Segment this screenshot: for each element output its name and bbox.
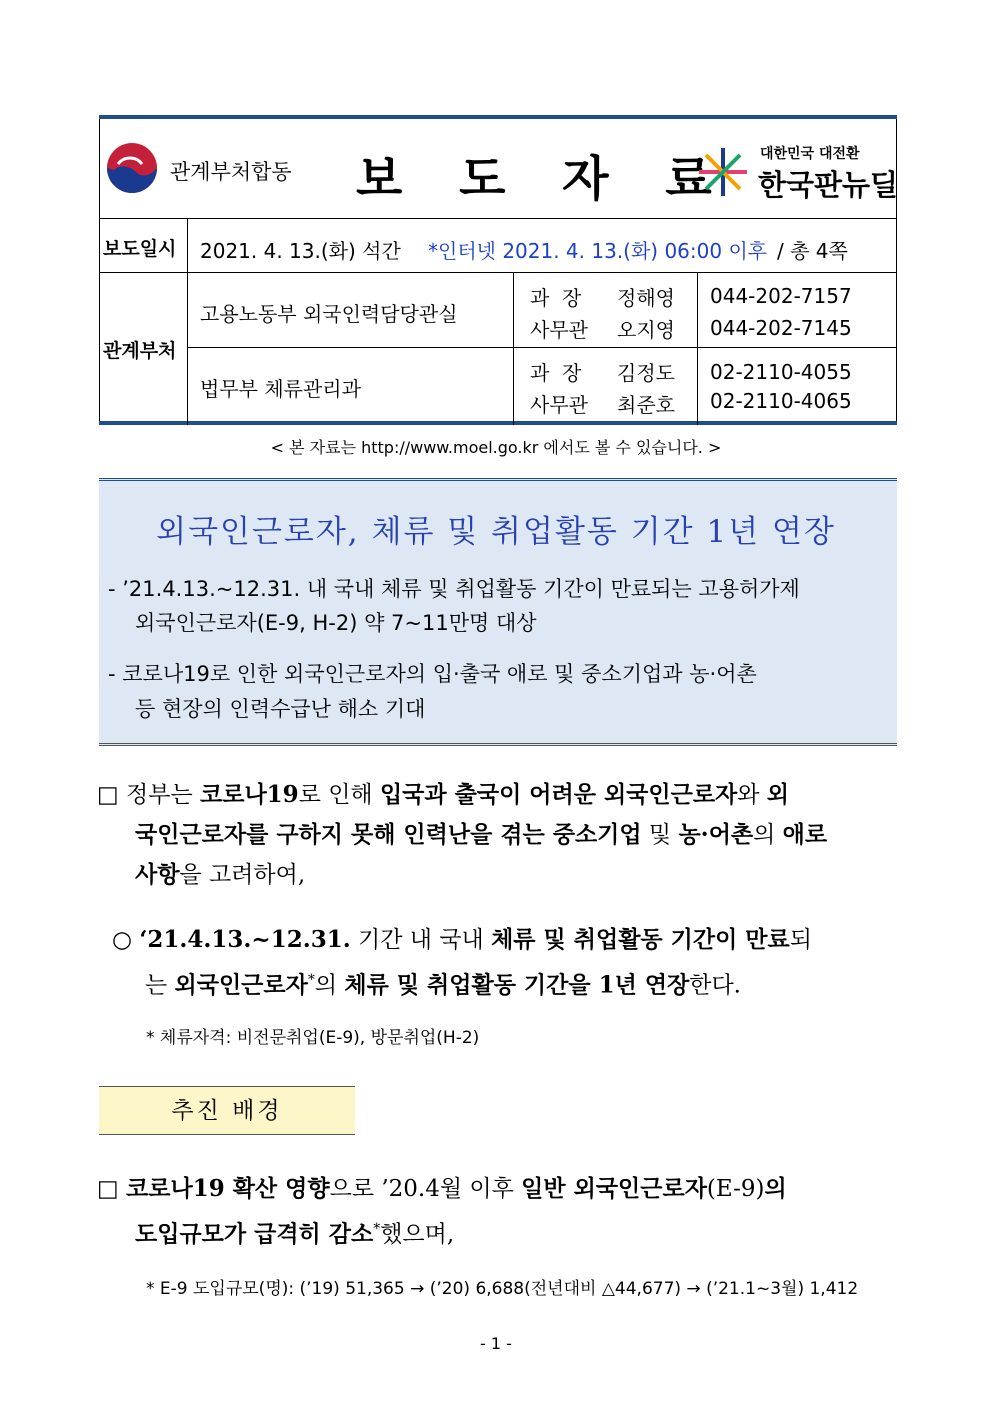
contact-phone: 02-2110-4055	[710, 360, 852, 384]
text: 으로 ’20.4월 이후	[329, 1176, 522, 1202]
dept-name: 법무부 체류관리과	[200, 377, 361, 401]
emphasis: ‘21.4.13.~12.31.	[139, 926, 351, 953]
text: 및	[641, 822, 679, 848]
summary-title: 외국인근로자, 체류 및 취업활동 기간 1년 연장	[156, 514, 836, 550]
paragraph-line	[97, 775, 789, 815]
divider	[187, 218, 188, 425]
text: □ 정부는	[97, 782, 201, 808]
emphasis: 도입규모가 급격히 감소	[135, 1220, 374, 1248]
emphasis: 사항	[135, 861, 180, 888]
section-heading: 추진 배경	[99, 1086, 355, 1135]
emphasis: 체류 및 취업활동 기간을 1년 연장	[344, 971, 690, 999]
contact-person: 정해영	[617, 286, 675, 310]
emphasis: 일반 외국인근로자	[521, 1175, 707, 1202]
divider	[100, 218, 896, 219]
contact-person: 최준호	[617, 393, 675, 417]
text: □	[97, 1176, 127, 1202]
emphasis: 외국인근로자	[174, 971, 308, 999]
site-note: < 본 자료는 http://www.moel.go.kr 에서도 볼 수 있습니다. >	[270, 438, 722, 457]
brand-name: 한국판뉴딜	[758, 168, 899, 202]
text: 을 고려하여,	[179, 862, 306, 888]
page-title: 보 도 자 료	[356, 151, 732, 207]
brand-subtitle: 대한민국 대전환	[760, 146, 860, 162]
summary-item-line: - ’21.4.13.~12.31. 내 국내 체류 및 취업활동 기간이 만료되는 고용허가제	[108, 577, 800, 601]
text: 로 인해	[298, 782, 380, 808]
contact-role: 과 장	[530, 286, 582, 310]
text: 의	[753, 822, 783, 848]
contact-person: 김정도	[617, 361, 675, 385]
paragraph-line	[97, 1169, 787, 1209]
paragraph-line	[135, 1209, 454, 1255]
footnote: * 체류자격: 비전문취업(E-9), 방문취업(H-2)	[146, 1028, 480, 1048]
contact-phone: 044-202-7157	[710, 284, 852, 308]
text: ○	[112, 927, 140, 953]
emphasis: 의	[764, 1175, 787, 1202]
dept-name: 고용노동부 외국인력담당관실	[200, 302, 458, 326]
emphasis: 외	[766, 781, 790, 808]
release-date: 2021. 4. 13.(화) 석간	[200, 239, 401, 263]
text: 되	[789, 927, 812, 953]
emphasis: 코로나19	[200, 781, 299, 808]
emphasis: 국인근로자를 구하지 못해 인력난을 겪는 중소기업	[135, 821, 642, 848]
internet-note: *인터넷 2021. 4. 13.(화) 06:00 이후	[428, 239, 768, 263]
emphasis: 코로나19 확산 영향	[126, 1175, 330, 1202]
divider	[697, 272, 698, 425]
new-deal-logo-icon	[697, 146, 749, 198]
contact-phone: 044-202-7145	[710, 316, 852, 340]
contact-role: 과 장	[530, 361, 582, 385]
footnote-mark: *	[307, 972, 315, 988]
emphasis: 애로	[782, 821, 828, 848]
paragraph-line	[135, 855, 305, 895]
footnote: * E-9 도입규모(명): (’19) 51,365 → (’20) 6,688(전년대비 △44,677) → (’21.1~3월) 1,412	[146, 1279, 859, 1299]
text: 의	[314, 972, 345, 999]
page-number: - 1 -	[480, 1334, 512, 1353]
text: 와	[737, 782, 767, 808]
text: 는	[145, 972, 175, 999]
paragraph-line	[135, 815, 827, 855]
contact-role: 사무관	[530, 393, 588, 417]
divider	[100, 272, 896, 273]
contact-phone: 02-2110-4065	[710, 389, 852, 413]
divider	[187, 347, 896, 348]
government-emblem-icon	[106, 142, 158, 194]
summary-item-line: 외국인근로자(E-9, H-2) 약 7~11만명 대상	[135, 611, 537, 635]
text: 한다.	[689, 972, 741, 999]
emphasis: 입국과 출국이 어려운 외국인근로자	[379, 781, 738, 808]
emphasis: 체류 및 취업활동 기간이 만료	[491, 926, 790, 953]
release-label: 보도일시	[103, 238, 177, 260]
text: 했으며,	[380, 1221, 455, 1248]
footnote-mark: *	[373, 1221, 381, 1237]
gov-label: 관계부처합동	[170, 160, 292, 184]
contact-role: 사무관	[530, 318, 588, 342]
dept-label: 관계부처	[103, 340, 177, 362]
emphasis: 농·어촌	[678, 821, 754, 848]
text: 기간 내 국내	[350, 927, 492, 953]
summary-item-line: - 코로나19로 인한 외국인근로자의 입·출국 애로 및 중소기업과 농·어촌	[108, 662, 757, 686]
text: (E-9)	[706, 1176, 765, 1202]
divider	[513, 272, 514, 425]
page-count: / 총 4쪽	[777, 239, 848, 263]
contact-person: 오지영	[617, 318, 675, 342]
summary-item-line: 등 현장의 인력수급난 해소 기대	[135, 697, 426, 721]
paragraph-line	[112, 920, 812, 960]
paragraph-line	[145, 960, 741, 1006]
